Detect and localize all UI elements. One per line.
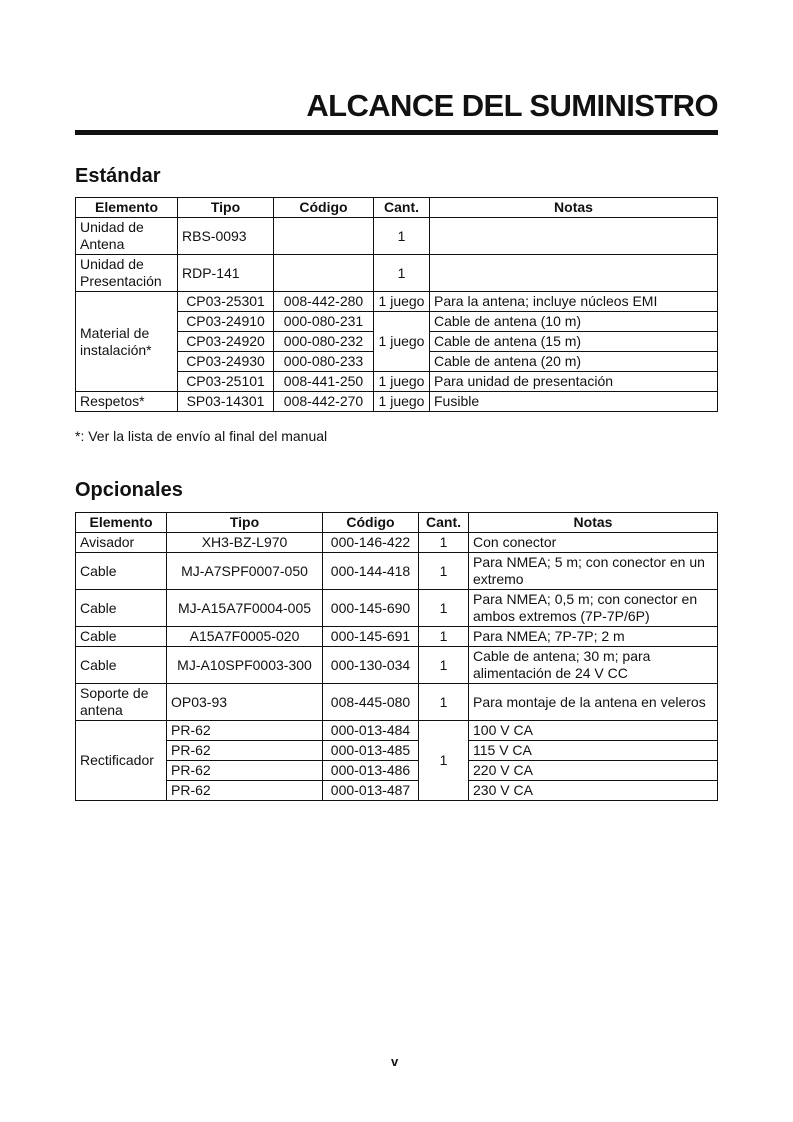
table-row xyxy=(76,218,718,255)
table-row xyxy=(76,292,718,312)
cell-codigo: 000-146-422 xyxy=(323,533,419,553)
cell-cant: 1 xyxy=(419,627,469,647)
cell-cant: 1 xyxy=(374,218,430,255)
cell-codigo: 000-013-484 xyxy=(323,721,419,741)
cell-tipo: CP03-24930 xyxy=(178,352,274,372)
column-header-codigo: Código xyxy=(274,198,374,218)
column-header-notas: Notas xyxy=(469,513,718,533)
cell-notas: Con conector xyxy=(469,533,718,553)
footnote: *: Ver la lista de envío al final del manual xyxy=(75,428,328,444)
table-row xyxy=(76,684,718,721)
table-header-row xyxy=(76,198,718,218)
cell-codigo: 000-080-233 xyxy=(274,352,374,372)
cell-tipo: MJ-A10SPF0003-300 xyxy=(167,647,323,684)
cell-codigo: 008-442-280 xyxy=(274,292,374,312)
column-header-cant: Cant. xyxy=(419,513,469,533)
cell-tipo: PR-62 xyxy=(167,721,323,741)
cell-elemento: Cable xyxy=(76,647,167,684)
cell-tipo: OP03-93 xyxy=(167,684,323,721)
cell-notas: 115 V CA xyxy=(469,741,718,761)
table-row xyxy=(76,781,718,801)
cell-tipo: A15A7F0005-020 xyxy=(167,627,323,647)
cell-codigo: 000-144-418 xyxy=(323,553,419,590)
cell-cant: 1 juego xyxy=(374,292,430,312)
cell-tipo: CP03-25301 xyxy=(178,292,274,312)
cell-cant: 1 juego xyxy=(374,372,430,392)
cell-cant: 1 xyxy=(419,553,469,590)
column-header-codigo: Código xyxy=(323,513,419,533)
cell-notas: 220 V CA xyxy=(469,761,718,781)
column-header-cant: Cant. xyxy=(374,198,430,218)
table-row xyxy=(76,255,718,292)
table-row xyxy=(76,590,718,627)
cell-notas: Para NMEA; 7P-7P; 2 m xyxy=(469,627,718,647)
cell-codigo: 000-080-231 xyxy=(274,312,374,332)
cell-tipo: RBS-0093 xyxy=(178,218,274,255)
cell-notas: Para unidad de presentación xyxy=(430,372,718,392)
cell-codigo: 000-145-690 xyxy=(323,590,419,627)
cell-notas: Para la antena; incluye núcleos EMI xyxy=(430,292,718,312)
cell-elemento: Cable xyxy=(76,553,167,590)
column-header-tipo: Tipo xyxy=(167,513,323,533)
cell-cant: 1 juego xyxy=(374,312,430,372)
cell-codigo xyxy=(274,255,374,292)
table-row xyxy=(76,721,718,741)
cell-cant: 1 xyxy=(419,647,469,684)
standard-supply-table xyxy=(75,197,718,412)
column-header-tipo: Tipo xyxy=(178,198,274,218)
cell-codigo: 000-130-034 xyxy=(323,647,419,684)
cell-tipo: PR-62 xyxy=(167,761,323,781)
cell-codigo: 000-080-232 xyxy=(274,332,374,352)
cell-notas: Fusible xyxy=(430,392,718,412)
cell-tipo: CP03-24910 xyxy=(178,312,274,332)
cell-notas xyxy=(430,255,718,292)
cell-tipo: MJ-A15A7F0004-005 xyxy=(167,590,323,627)
cell-notas: Para montaje de la antena en veleros xyxy=(469,684,718,721)
cell-cant: 1 xyxy=(419,533,469,553)
cell-tipo: PR-62 xyxy=(167,781,323,801)
table-row xyxy=(76,741,718,761)
optional-supply-table xyxy=(75,512,718,801)
cell-elemento: Cable xyxy=(76,590,167,627)
cell-cant: 1 xyxy=(419,590,469,627)
table-row xyxy=(76,533,718,553)
cell-notas: 100 V CA xyxy=(469,721,718,741)
cell-tipo: PR-62 xyxy=(167,741,323,761)
cell-notas: Cable de antena (15 m) xyxy=(430,332,718,352)
cell-codigo: 000-013-487 xyxy=(323,781,419,801)
cell-elemento: Material de instalación* xyxy=(76,292,178,392)
table-header-row xyxy=(76,513,718,533)
column-header-elemento: Elemento xyxy=(76,198,178,218)
column-header-notas: Notas xyxy=(430,198,718,218)
cell-elemento: Respetos* xyxy=(76,392,178,412)
cell-cant: 1 xyxy=(419,721,469,801)
cell-tipo: XH3-BZ-L970 xyxy=(167,533,323,553)
cell-codigo: 000-013-485 xyxy=(323,741,419,761)
cell-tipo: MJ-A7SPF0007-050 xyxy=(167,553,323,590)
section-heading-opcionales: Opcionales xyxy=(75,479,183,501)
cell-codigo: 000-013-486 xyxy=(323,761,419,781)
cell-notas: Cable de antena (20 m) xyxy=(430,352,718,372)
cell-cant: 1 xyxy=(419,684,469,721)
cell-tipo: RDP-141 xyxy=(178,255,274,292)
cell-elemento: Unidad de Antena xyxy=(76,218,178,255)
cell-elemento: Avisador xyxy=(76,533,167,553)
cell-codigo: 008-442-270 xyxy=(274,392,374,412)
cell-tipo: SP03-14301 xyxy=(178,392,274,412)
cell-codigo: 008-445-080 xyxy=(323,684,419,721)
table-row xyxy=(76,647,718,684)
cell-cant: 1 xyxy=(374,255,430,292)
cell-codigo xyxy=(274,218,374,255)
page-number: v xyxy=(391,1054,399,1069)
cell-elemento: Soporte de antena xyxy=(76,684,167,721)
column-header-elemento: Elemento xyxy=(76,513,167,533)
cell-elemento: Rectificador xyxy=(76,721,167,801)
table-row xyxy=(76,553,718,590)
cell-notas: 230 V CA xyxy=(469,781,718,801)
table-row xyxy=(76,761,718,781)
cell-codigo: 008-441-250 xyxy=(274,372,374,392)
title-rule xyxy=(75,130,718,135)
cell-notas: Para NMEA; 5 m; con conector en un extremo xyxy=(469,553,718,590)
cell-elemento: Unidad de Presentación xyxy=(76,255,178,292)
cell-notas: Para NMEA; 0,5 m; con conector en ambos extremos (7P-7P/6P) xyxy=(469,590,718,627)
cell-tipo: CP03-25101 xyxy=(178,372,274,392)
table-row xyxy=(76,392,718,412)
cell-tipo: CP03-24920 xyxy=(178,332,274,352)
cell-notas: Cable de antena (10 m) xyxy=(430,312,718,332)
table-row xyxy=(76,627,718,647)
page-title: ALCANCE DEL SUMINISTRO xyxy=(306,88,718,123)
cell-notas: Cable de antena; 30 m; para alimentación de 24 V CC xyxy=(469,647,718,684)
cell-notas xyxy=(430,218,718,255)
cell-cant: 1 juego xyxy=(374,392,430,412)
cell-elemento: Cable xyxy=(76,627,167,647)
section-heading-estandar: Estándar xyxy=(75,165,161,187)
cell-codigo: 000-145-691 xyxy=(323,627,419,647)
